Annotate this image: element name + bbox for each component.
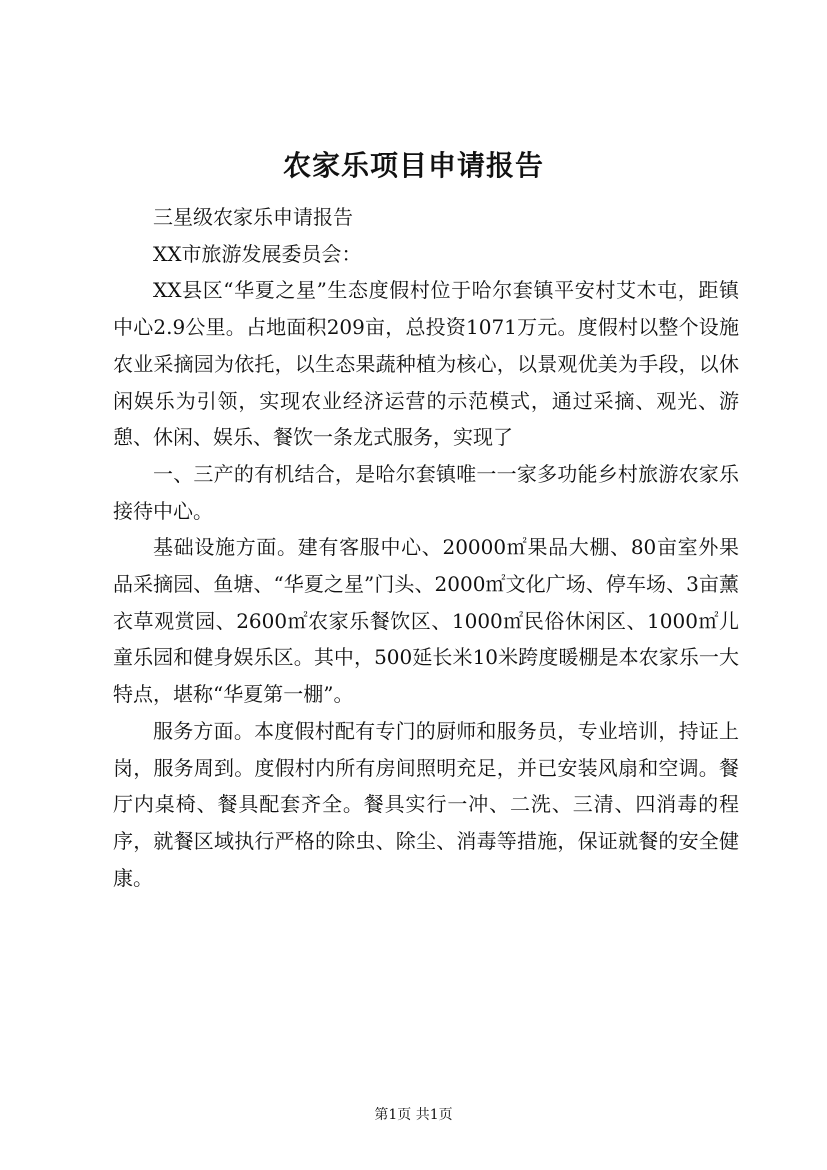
salutation-paragraph: XX市旅游发展委员会： — [153, 241, 362, 266]
document-body — [113, 199, 739, 896]
service-paragraph: 服务方面。本度假村配有专门的厨师和服务员，专业培训，持证上岗，服务周到。度假村内所有房间照明充足，并已安装风扇和空调。餐厅内桌椅、餐具配套齐全。餐具实行一冲、二洗、三清、四消毒的程序，就餐区域执行严格的除虫、除尘、消毒等措施，保证就餐的安全健康。 — [113, 718, 739, 890]
page-footer: 第1页 共1页 — [374, 1107, 453, 1123]
summary-paragraph: 一、三产的有机结合，是哈尔套镇唯一一家多功能乡村旅游农家乐接待中心。 — [113, 461, 739, 523]
subtitle-paragraph: 三星级农家乐申请报告 — [153, 205, 353, 229]
document-title: 农家乐项目申请报告 — [282, 149, 544, 182]
infrastructure-paragraph: 基础设施方面。建有客服中心、20000㎡果品大棚、80亩室外果品采摘园、鱼塘、“华夏之星”门头、2000㎡文化广场、停车场、3亩薰衣草观赏园、2600㎡农家乐餐饮区、1000㎡民俗休闲区、1000㎡儿童乐园和健身娱乐区。其中，500延长米10米跨度暖棚是本农家乐一大特点，堪称“华夏第一棚”。 — [113, 535, 739, 707]
intro-paragraph: XX县区“华夏之星”生态度假村位于哈尔套镇平安村艾木屯，距镇中心2.9公里。占地面积209亩，总投资1071万元。度假村以整个设施农业采摘园为依托，以生态果蔬种植为核心，以景观优美为手段，以休闲娱乐为引领，实现农业经济运营的示范模式，通过采摘、观光、游憩、休闲、娱乐、餐饮一条龙式服务，实现了 — [113, 278, 739, 450]
